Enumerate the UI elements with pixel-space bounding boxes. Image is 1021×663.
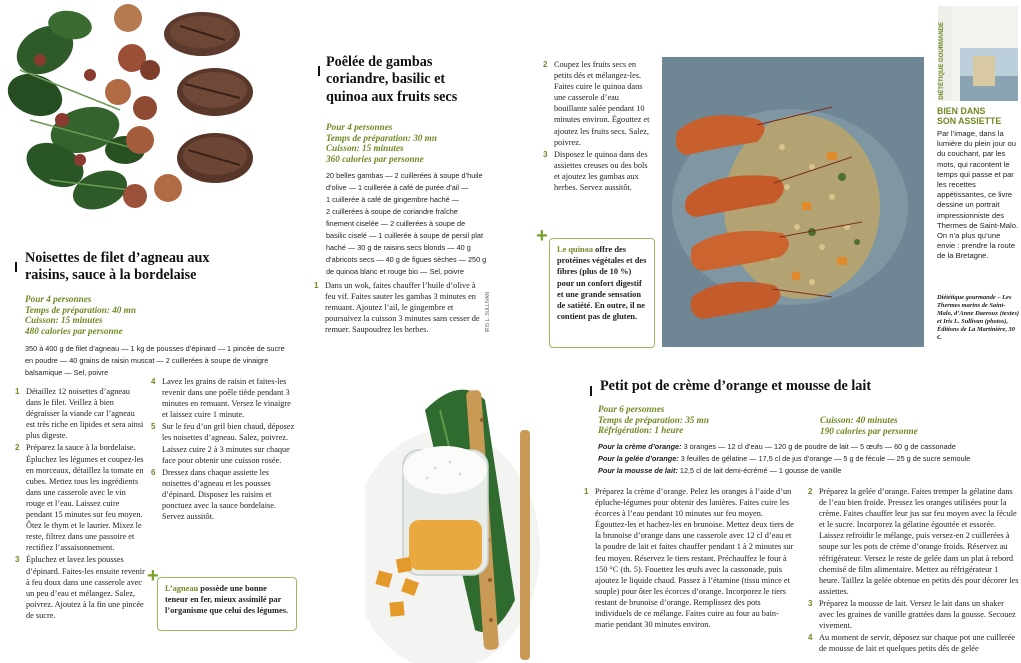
recipe3-step1: 1 Préparez la crème d’orange. Pelez les oranges à l’aide d’un épluche-légumes pour obtenir des lanières. Faites cuire les écorces à l’eau pendant 10 minutes sur feu moyen. Égouttez-les et hachez-les en brunoise. Mettez deux tiers de la brunoise d’orange dans une casserole avec 12 cl d’eau et la poudre de lait et faites chauffer pendant 1 à 2 minutes sur feu moyen. Réservez le tiers restant. Préchauffez le four à 150 °C (th. 5). Fouettez les œufs avec la cassonade, puis ajoutez le liquide chaud. Passez à l’étamine (tissu mince et souple) pour ôter les écorces d’orange. Incorporez le tiers restant de brunoise d’orange. Remplissez des pots individuels de ce mélange. Faites cuire au four au bain-marie pendant 30 minutes environ. (584, 487, 794, 630)
book-cover-title: DIÉTÉTIQUE GOURMANDE (939, 22, 945, 100)
recipe1-steps-col1: 1 Détaillez 12 noisettes d’agneau dans le filet. Veillez à bien dégraisser la viande car l’agneau est très riche en lipides et sera ainsi plus digeste. 2 Préparez la sauce à la bordelaise. Épluchez les légumes et coupez-les en morceaux, détaillez la tomate en cubes. Mettez tous les ingrédients dans une casserole avec le vin rouge et l’eau. Laissez cuire pendant 15 minutes sur feu moyen. Ôtez le thym et le laurier. Mixez le reste, filtrez dans une passoire et rectifiez l’assaisonnement. 3 Épluchez et lavez les pousses d’épinard. Faites-les ensuite revenir à feu doux dans une casserole avec un peu d’eau et mélangez. Salez, poivrez. Ajoutez à la fin une pincée de sucre. (15, 387, 145, 620)
plus-icon: + (147, 565, 159, 587)
title-marker (15, 262, 17, 272)
recipe3-meta: Pour 6 personnes Temps de préparation: 35 mn Réfrigération: 1 heure (598, 404, 709, 436)
recipe3-meta-right: Cuisson: 40 minutes 190 calories par personne (820, 415, 918, 436)
quinoa-tip-box: Le quinoa offre des protéines végétales et des fibres (plus de 10 %) pour un confort digestif et une grande sensation de satiété. En outre, il ne contient pas de gluten. (549, 238, 655, 348)
recipe2-title: Poêlée de gambas coriandre, basilic et quinoa aux fruits secs (326, 54, 458, 105)
recipe2-meta: Pour 4 personnes Temps de préparation: 30 mn Cuisson: 15 minutes 360 calories par personne (326, 122, 437, 164)
title-marker (590, 386, 592, 396)
dessert-photo (365, 380, 555, 663)
gambas-photo (662, 57, 924, 347)
sidebar-credits: Diététique gourmande – Les Thermes marins de Saint-Malo, d’Anne Daeroux (textes) et Iris L. Sullivan (photos), Éditions de La Martinière, 30 €. (937, 294, 1020, 341)
recipe3-steps-col2: 2 Préparez la gelée d’orange. Faites tremper la gélatine dans de l’eau bien froide. Pressez les oranges utilisées pour la crème. Faites chauffer leur jus sur feu moyen avec la fécule et le sucre. Incorporez la gélatine égouttée et essorée. Laissez refroidir le mélange, puis versez-en 2 cuillerées à soupe sur les pots de crème d’orange froids. Réservez au réfrigérateur. Versez le reste de gelée dans un plat à rebord chemisé de film alimentaire. Mettez au réfrigérateur 1 heure. Taillez la gelée obtenue en petits dés pour décorer les assiettes. 3 Préparez la mousse de lait. Versez le lait dans un shaker avec les graines de vanille grattées dans la gousse. Secouez vivement. 4 Au moment de servir, déposez sur chaque pot une cuillerée de mousse de lait et quelques petits dés de gelée (808, 487, 1019, 654)
recipe1-steps-col2: 4 Lavez les grains de raisin et faites-les revenir dans une poêle tiède pendant 3 minutes en remuant. Versez le vinaigre et laissez cuire 1 minute. 5 Sur le feu d’un gril bien chaud, déposez les noisettes d’agneau. Salez, poivrez. Laissez cuire 2 à 3 minutes sur chaque face pour obtenir une cuisson rosée. 6 Dressez dans chaque assiette les noisettes d’agneau et les pousses d’épinard. Disposez les raisins et ponctuez avec la sauce bordelaise. Servez aussitôt. (151, 377, 295, 522)
lamb-tip-box: L’agneau possède une bonne teneur en fer, mieux assimilé par l’organisme que celui des légumes. (157, 577, 297, 631)
recipe2-ingredients: 20 belles gambas — 2 cuillerées à soupe d’huile d’olive — 1 cuillerée à café de purée d’ail — 1 cuillerée à café de gingembre haché — 2 cuillerées à soupe de coriandre fraîche finement ciselée — 2 cuillerées à soupe de basilic ciselé — 1 cuillerée à soupe de persil plat haché — 30 g de raisins secs blonds — 40 g d’abricots secs — 40 g de figues sèches — 250 g de quinoa blanc et rouge bio — Sel, poivre (326, 171, 487, 276)
title-marker (318, 66, 320, 76)
recipe3-ingredients: Pour la crème d’orange: 3 oranges — 12 cl d’eau — 120 g de poudre de lait — 5 œufs — 60 g de cassonade Pour la gelée d’orange: 3 feuilles de gélatine — 17,5 cl de jus d’orange — 5 g de fécule — 25 g de sucre semoule Pour la mousse de lait: 12,5 cl de lait demi-écrémé — 1 gousse de vanille (598, 442, 971, 475)
recipe1-ingredients: 350 à 400 g de filet d’agneau — 1 kg de pousses d’épinard — 1 pincée de sucre en poudre — 40 grains de raisin muscat — 2 cuillerées à soupe de vinaigre balsamique — Sel, poivre (25, 344, 285, 377)
recipe1-meta: Pour 4 personnes Temps de préparation: 40 mn Cuisson: 15 minutes 480 calories par personne (25, 294, 136, 336)
lamb-photo (0, 0, 265, 235)
recipe2-steps-col2: 2 Coupez les fruits secs en petits dés et mélangez-les. Faites cuire le quinoa dans une casserole d’eau bouillante salée pendant 10 minutes environ. Égouttez et ajoutez les fruits secs. Salez, poivrez. 3 Disposez le quinoa dans des assiettes creuses ou des bols et ajoutez les gambas aux herbes. Servez aussitôt. (543, 60, 650, 193)
sidebar-text: Par l’image, dans la lumière du plein jour ou du couchant, par les mots, qui racontent le temps qui passe et par les recettes appétissantes, ce livre dessine un portrait impressionniste des Thermes de Saint-Malo. On n’a plus qu’une envie : prendre la route de la Bretagne. (937, 129, 1019, 261)
recipe1-title: Noisettes de filet d’agneau aux raisins, sauce à la bordelaise (25, 250, 210, 284)
recipe2-step1: 1 Dans un wok, faites chauffer l’huile d’olive à feu vif. Faites sauter les gambas 3 minutes en remuant. Ajoutez l’ail, le gingembre et poursuivez la cuisson 3 minutes sans cesser de remuer. Saupoudrez les herbes. (314, 281, 480, 335)
recipe3-title: Petit pot de crème d’orange et mousse de lait (600, 378, 872, 394)
plus-icon: + (536, 225, 548, 247)
photo-credit: IRIS L. SULLIVAN (485, 292, 491, 333)
sidebar-heading: BIEN DANS SON ASSIETTE (937, 106, 1002, 126)
